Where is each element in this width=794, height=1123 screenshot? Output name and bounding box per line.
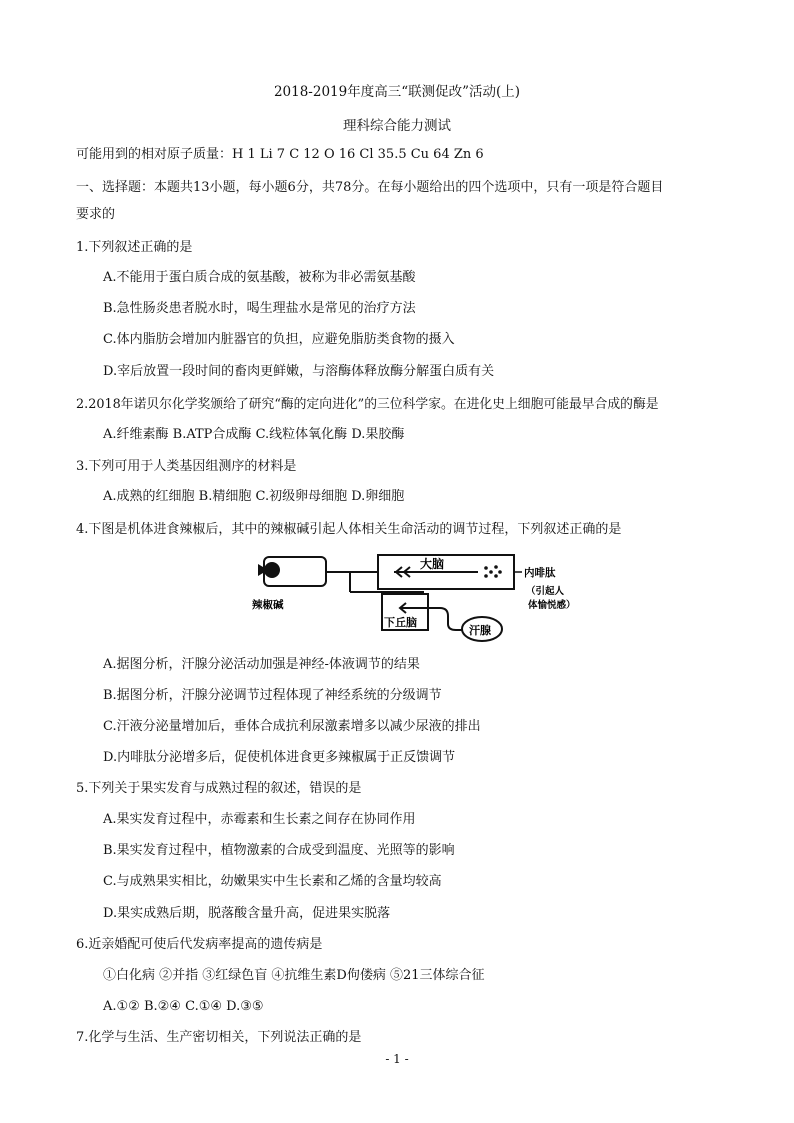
q5-option-d: D.果实成熟后期，脱落酸含量升高，促进果实脱落 <box>103 906 391 921</box>
q3-stem: 3.下列可用于人类基因组测序的材料是 <box>76 459 297 474</box>
q1-option-c: C.体内脂肪会增加内脏器官的负担，应避免脂肪类食物的摄入 <box>103 332 455 347</box>
q6-stem: 6.近亲婚配可使后代发病率提高的遗传病是 <box>76 937 323 952</box>
exam-subtitle: 理科综合能力测试 <box>343 118 451 134</box>
q5-option-a: A.果实发育过程中，赤霉素和生长素之间存在协同作用 <box>103 812 416 827</box>
q4-option-b: B.据图分析，汗腺分泌调节过程体现了神经系统的分级调节 <box>103 688 442 703</box>
label-hypothalamus: 下丘脑 <box>384 616 417 629</box>
q3-options: A.成熟的红细胞 B.精细胞 C.初级卵母细胞 D.卵细胞 <box>103 489 405 504</box>
q1-option-a: A.不能用于蛋白质合成的氨基酸，被称为非必需氨基酸 <box>103 270 416 285</box>
q4-stem: 4.下图是机体进食辣椒后，其中的辣椒碱引起人体相关生命活动的调节过程，下列叙述正确的是 <box>76 522 622 537</box>
q5-stem: 5.下列关于果实发育与成熟过程的叙述，错误的是 <box>76 781 362 796</box>
page-number: - 1 - <box>385 1052 409 1066</box>
regulation-diagram <box>250 552 590 644</box>
q6-items: ①白化病 ②并指 ③红绿色盲 ④抗维生素D佝偻病 ⑤21三体综合征 <box>103 968 485 983</box>
atomic-masses: 可能用到的相对原子质量：H 1 Li 7 C 12 O 16 Cl 35.5 Cu 64 Zn 6 <box>76 147 484 162</box>
q1-option-b: B.急性肠炎患者脱水时，喝生理盐水是常见的治疗方法 <box>103 301 416 316</box>
exam-title: 2018-2019年度高三“联测促改”活动(上) <box>273 84 521 100</box>
label-note-line2: 体愉悦感） <box>528 600 576 611</box>
section-intro-line2: 要求的 <box>76 207 116 222</box>
q4-option-c: C.汗液分泌量增加后，垂体合成抗利尿激素增多以减少尿液的排出 <box>103 719 481 734</box>
section-intro-line1: 一、选择题：本题共13小题，每小题6分，共78分。在每小题给出的四个选项中，只有一项是符合题目 <box>76 180 664 195</box>
q5-option-c: C.与成熟果实相比，幼嫩果实中生长素和乙烯的含量均较高 <box>103 874 442 889</box>
q1-option-d: D.宰后放置一段时间的畜肉更鲜嫩，与溶酶体释放酶分解蛋白质有关 <box>103 364 495 379</box>
endorphin-dots-icon <box>484 565 502 578</box>
label-note-line1: （引起人 <box>526 586 565 597</box>
q4-option-a: A.据图分析，汗腺分泌活动加强是神经-体液调节的结果 <box>103 657 420 672</box>
q4-option-d: D.内啡肽分泌增多后，促使机体进食更多辣椒属于正反馈调节 <box>103 750 456 765</box>
q2-options: A.纤维素酶 B.ATP合成酶 C.线粒体氧化酶 D.果胶酶 <box>103 427 405 442</box>
q5-option-b: B.果实发育过程中，植物激素的合成受到温度、光照等的影响 <box>103 843 455 858</box>
capsaicin-receptor-icon <box>258 562 280 578</box>
q2-stem: 2.2018年诺贝尔化学奖颁给了研究“酶的定向进化”的三位科学家。在进化史上细胞可能最早合成的酶是 <box>76 397 659 412</box>
label-sweat-gland: 汗腺 <box>469 624 491 637</box>
label-endorphin: 内啡肽 <box>524 567 556 579</box>
q6-options: A.①② B.②④ C.①④ D.③⑤ <box>103 999 264 1014</box>
label-capsaicin: 辣椒碱 <box>252 599 284 611</box>
q7-stem: 7.化学与生活、生产密切相关，下列说法正确的是 <box>76 1030 362 1045</box>
q1-stem: 1.下列叙述正确的是 <box>76 240 193 255</box>
label-brain: 大脑 <box>420 557 445 571</box>
